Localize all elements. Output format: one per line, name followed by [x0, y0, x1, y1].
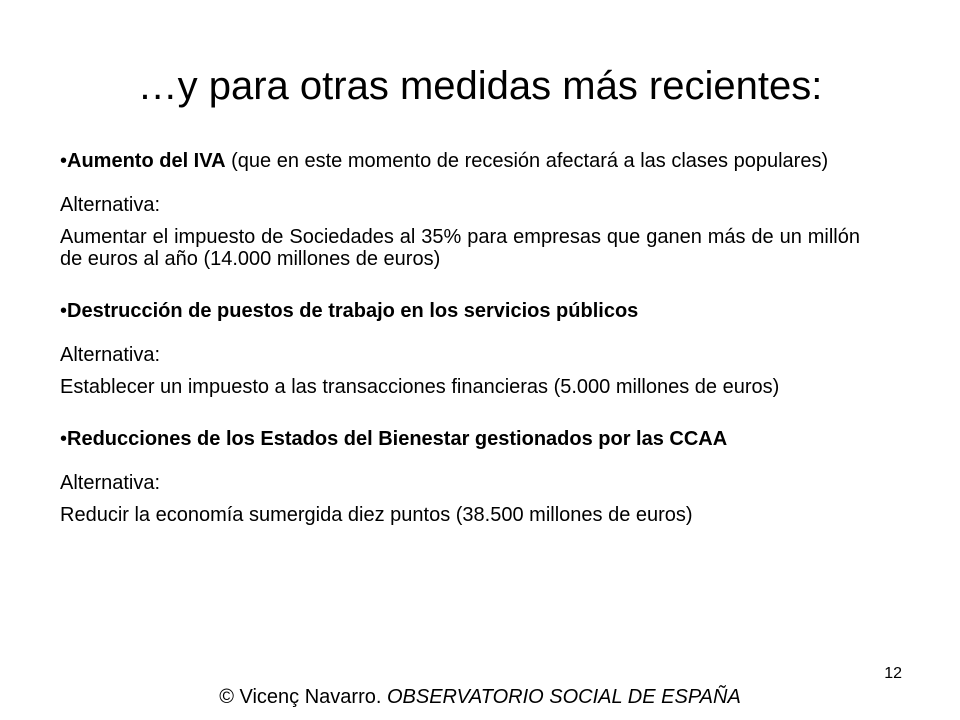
measure-heading: Destrucción de puestos de trabajo en los servicios públicos	[67, 300, 639, 322]
measure-item	[60, 428, 860, 450]
alternative-label: Alternativa:	[60, 344, 161, 366]
slide-title: …y para otras medidas más recientes:	[137, 64, 823, 108]
measure-item	[60, 300, 860, 322]
measure-item	[60, 150, 860, 172]
bullet-marker: •	[60, 428, 68, 450]
measure-detail: (que en este momento de recesión afectará a las clases populares)	[225, 150, 829, 172]
bullet-marker: •	[60, 300, 68, 322]
footer-credit	[0, 686, 960, 709]
alternative-text: Establecer un impuesto a las transacciones financieras (5.000 millones de euros)	[60, 376, 780, 398]
measure-heading: Aumento del IVA	[67, 150, 226, 172]
alternative-label: Alternativa:	[60, 472, 161, 494]
footer-author: © Vicenç Navarro.	[219, 686, 387, 708]
alternative-label: Alternativa:	[60, 194, 161, 216]
measure-heading: Reducciones de los Estados del Bienestar gestionados por las CCAA	[67, 428, 728, 450]
alternative-text: Aumentar el impuesto de Sociedades al 35% para empresas que ganen más de un millón de euros al año (14.000 millones de euros)	[60, 226, 860, 270]
page-number: 12	[884, 665, 902, 682]
alternative-text: Reducir la economía sumergida diez puntos (38.500 millones de euros)	[60, 504, 693, 526]
footer-organization: OBSERVATORIO SOCIAL DE ESPAÑA	[386, 686, 741, 708]
slide-content	[60, 150, 860, 556]
bullet-marker: •	[60, 150, 68, 172]
